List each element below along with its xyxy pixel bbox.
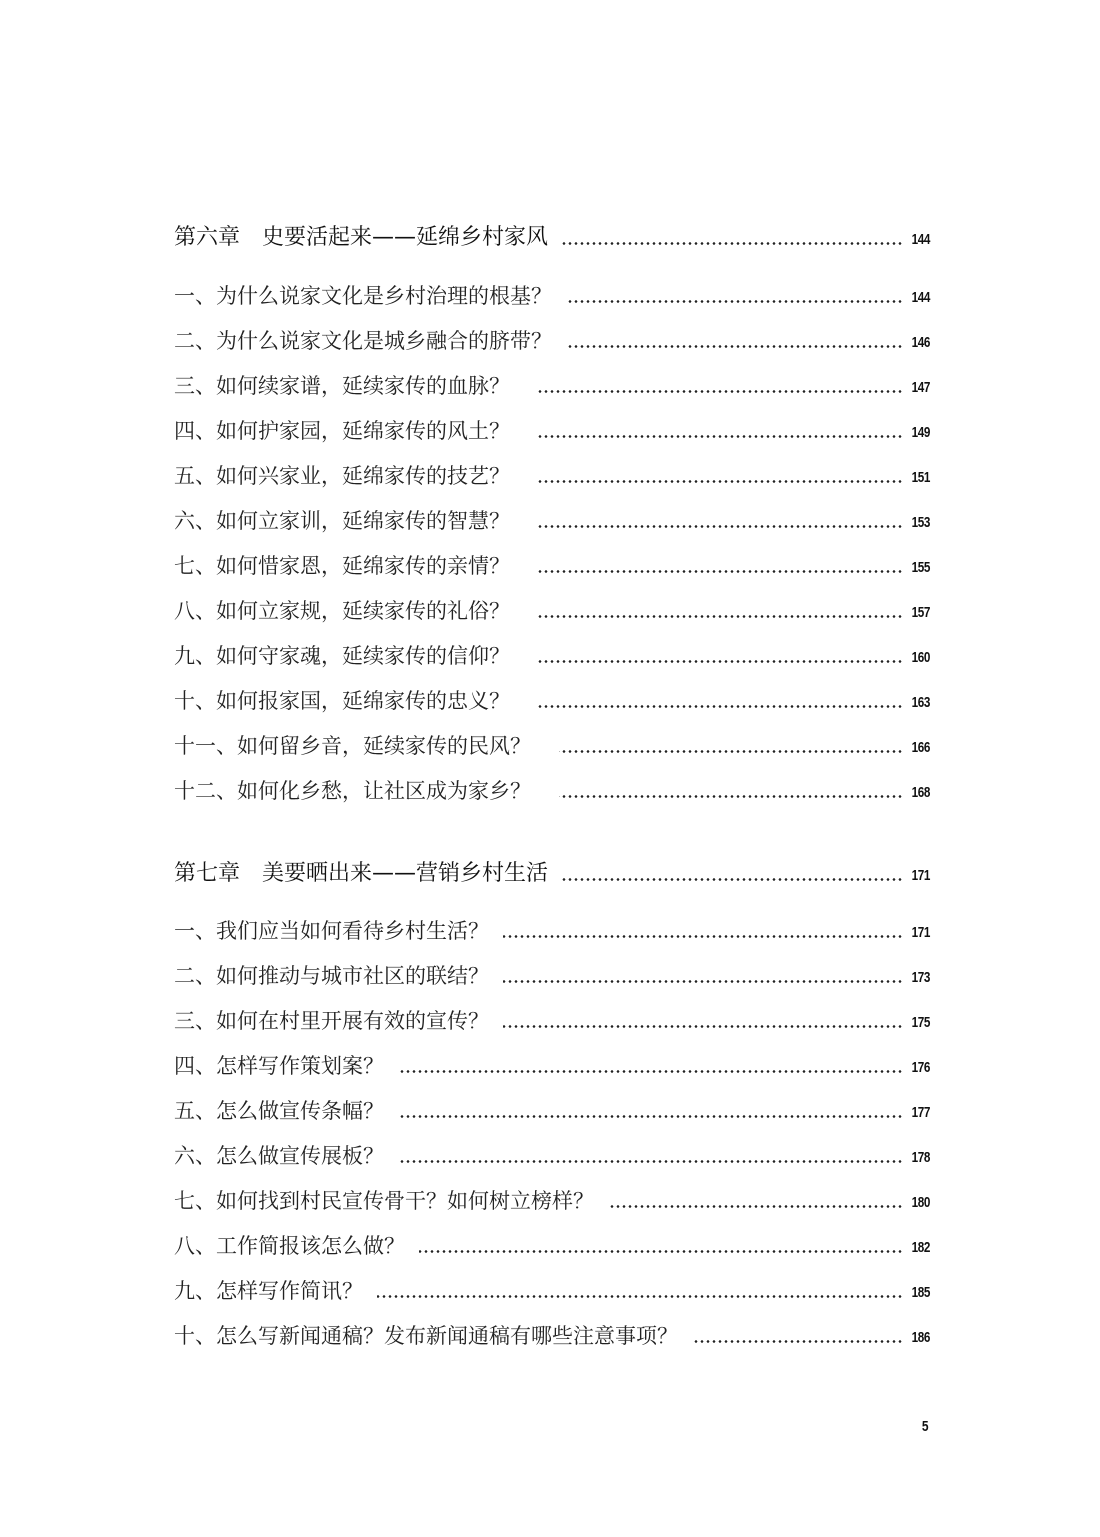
toc-entry[interactable] (174, 413, 930, 445)
toc-entry[interactable] (174, 368, 930, 400)
entry-title: 六、如何立家训，延绵家传的智慧？ (174, 509, 510, 533)
dot-leader (538, 615, 903, 618)
dot-leader (538, 660, 903, 663)
page-number: 175 (911, 1014, 930, 1031)
dot-leader (503, 980, 903, 983)
dot-leader (562, 878, 903, 881)
page-number: 153 (911, 514, 930, 531)
toc-entry[interactable] (174, 458, 930, 490)
toc-entry[interactable] (174, 323, 930, 355)
entry-title: 二、为什么说家文化是城乡融合的脐带？ (174, 329, 552, 353)
page-number: 173 (911, 969, 930, 986)
entry-title: 五、如何兴家业，延绵家传的技艺？ (174, 464, 510, 488)
page-number: 166 (911, 739, 930, 756)
page-number: 185 (911, 1284, 930, 1301)
dot-leader (608, 1205, 903, 1208)
entry-title: 十、如何报家国，延绵家传的忠义？ (174, 689, 510, 713)
toc-entry[interactable] (174, 1003, 930, 1035)
dot-leader (562, 242, 903, 245)
page-folio: 5 (921, 1418, 929, 1435)
toc-entry[interactable] (174, 1048, 930, 1080)
entry-title: 二、如何推动与城市社区的联结？ (174, 964, 489, 988)
entry-title: 一、为什么说家文化是乡村治理的根基？ (174, 284, 552, 308)
dot-leader (692, 1340, 903, 1343)
toc-entry[interactable] (174, 1138, 930, 1170)
entry-title: 九、如何守家魂，延续家传的信仰？ (174, 644, 510, 668)
entry-title: 六、怎么做宣传展板？ (174, 1144, 384, 1168)
dot-leader (559, 795, 903, 798)
entry-title: 八、工作简报该怎么做？ (174, 1234, 405, 1258)
page-number: 163 (911, 694, 930, 711)
entry-title: 三、如何在村里开展有效的宣传？ (174, 1009, 489, 1033)
dot-leader (566, 345, 903, 348)
entry-title: 七、如何找到村民宣传骨干？如何树立榜样？ (174, 1189, 594, 1213)
page-number: 186 (911, 1329, 930, 1346)
dot-leader (566, 300, 903, 303)
toc-entry[interactable] (174, 1228, 930, 1260)
toc-entry[interactable] (174, 1183, 930, 1215)
entry-title: 四、如何护家园，延绵家传的风土？ (174, 419, 510, 443)
toc-entry[interactable] (174, 1273, 930, 1305)
toc-entry[interactable] (174, 913, 930, 945)
dot-leader (503, 935, 903, 938)
page-number: 155 (911, 559, 930, 576)
page-number: 144 (911, 231, 930, 248)
chapter-title: 第七章 美要晒出来——营销乡村生活 (174, 861, 549, 886)
entry-title: 一、我们应当如何看待乡村生活？ (174, 919, 489, 943)
page-number: 168 (911, 784, 930, 801)
page-number: 160 (911, 649, 930, 666)
page-number: 176 (911, 1059, 930, 1076)
dot-leader (503, 1025, 903, 1028)
entry-title: 十二、如何化乡愁，让社区成为家乡？ (174, 779, 531, 803)
toc-entry[interactable] (174, 638, 930, 670)
entry-title: 七、如何惜家恩，延绵家传的亲情？ (174, 554, 510, 578)
entry-title: 九、怎样写作简讯？ (174, 1279, 363, 1303)
page-number: 177 (911, 1104, 930, 1121)
entry-title: 八、如何立家规，延续家传的礼俗？ (174, 599, 510, 623)
dot-leader (538, 435, 903, 438)
toc-chapter-6[interactable] (174, 220, 930, 252)
toc-chapter-7[interactable] (174, 856, 930, 888)
page-number: 171 (911, 867, 930, 884)
dot-leader (538, 480, 903, 483)
toc-entry[interactable] (174, 278, 930, 310)
dot-leader (398, 1070, 903, 1073)
toc-entry[interactable] (174, 728, 930, 760)
toc-entry[interactable] (174, 1093, 930, 1125)
dot-leader (398, 1160, 903, 1163)
dot-leader (419, 1250, 903, 1253)
page-number: 171 (911, 924, 930, 941)
entry-title: 三、如何续家谱，延续家传的血脉？ (174, 374, 510, 398)
dot-leader (538, 390, 903, 393)
dot-leader (559, 750, 903, 753)
dot-leader (377, 1295, 903, 1298)
page-number: 151 (911, 469, 930, 486)
entry-title: 四、怎样写作策划案？ (174, 1054, 384, 1078)
dot-leader (398, 1115, 903, 1118)
toc-entry[interactable] (174, 503, 930, 535)
page-number: 146 (911, 334, 930, 351)
page-number: 144 (911, 289, 930, 306)
page-number: 147 (911, 379, 930, 396)
entry-title: 十、怎么写新闻通稿？发布新闻通稿有哪些注意事项？ (174, 1324, 678, 1348)
toc-entry[interactable] (174, 958, 930, 990)
dot-leader (538, 525, 903, 528)
page-number: 182 (911, 1239, 930, 1256)
toc-entry[interactable] (174, 773, 930, 805)
dot-leader (538, 705, 903, 708)
page-number: 180 (911, 1194, 930, 1211)
page-number: 157 (911, 604, 930, 621)
toc-entry[interactable] (174, 593, 930, 625)
entry-title: 五、怎么做宣传条幅？ (174, 1099, 384, 1123)
page-number: 149 (911, 424, 930, 441)
toc-entry[interactable] (174, 1318, 930, 1350)
entry-title: 十一、如何留乡音，延续家传的民风？ (174, 734, 531, 758)
toc-entry[interactable] (174, 548, 930, 580)
toc-entry[interactable] (174, 683, 930, 715)
dot-leader (538, 570, 903, 573)
page-number: 178 (911, 1149, 930, 1166)
chapter-title: 第六章 史要活起来——延绵乡村家风 (174, 225, 549, 250)
